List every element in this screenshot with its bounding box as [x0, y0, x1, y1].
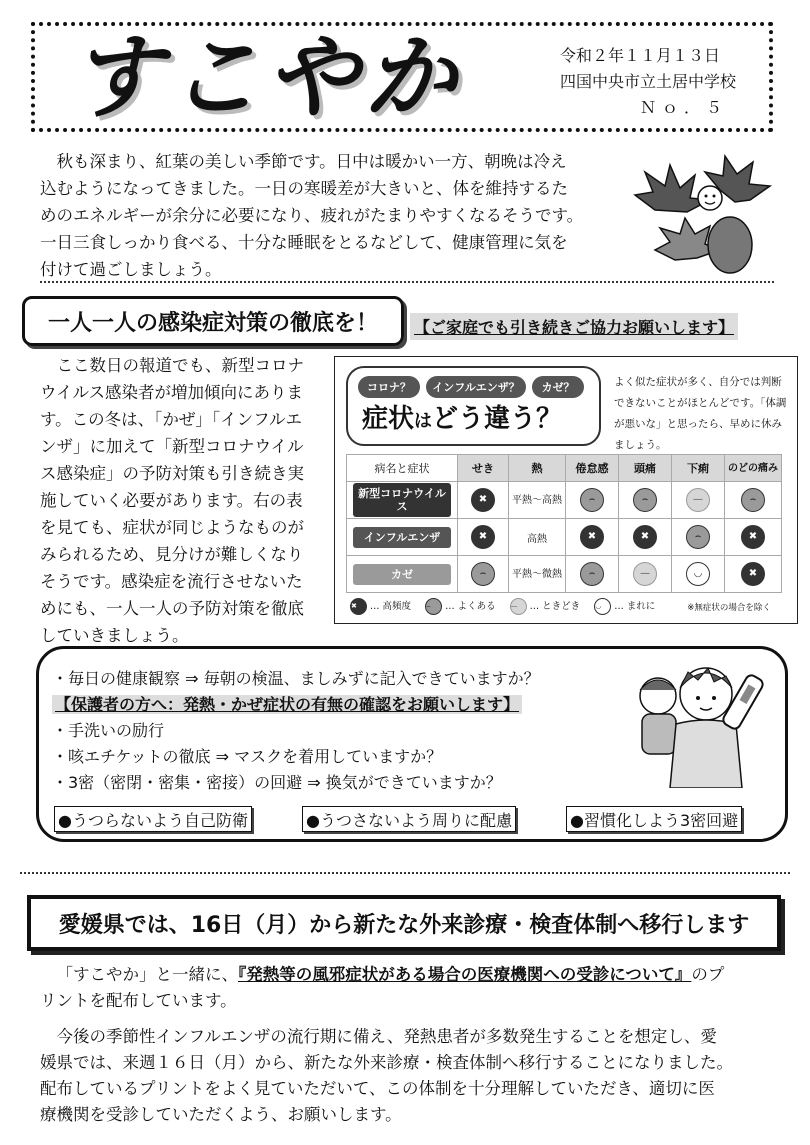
disease-cold: カゼ	[353, 564, 451, 585]
slogan-self-protect: ●うつらないよう自己防衛	[54, 806, 252, 832]
section1-line: 施していく必要があります。右の表	[40, 491, 303, 510]
face-often-icon: ⌢	[741, 488, 765, 512]
section1-line: を見ても、症状が同じようなものが	[40, 518, 304, 537]
face-high-icon: ✖	[741, 525, 765, 549]
disease-corona: 新型コロナウイルス	[353, 483, 451, 517]
pill-influenza: インフルエンザ？	[426, 376, 526, 398]
face-often-icon: ⌢	[633, 488, 657, 512]
face-high-icon: ✖	[580, 525, 604, 549]
intro-line: 一日三食しっかり食べる、十分な睡眠をとるなどして、健康管理に気を	[40, 233, 568, 252]
face-often-icon: ⌢	[686, 525, 710, 549]
col-header-cough: せき	[458, 455, 509, 482]
face-rarely-icon: ◡	[594, 598, 611, 615]
face-sometimes-icon: —	[686, 488, 710, 512]
section1-line: ここ数日の報道でも、新型コロナ	[56, 356, 304, 375]
col-header-disease: 病名と症状	[347, 455, 458, 482]
symptom-description: よく似た症状が多く、自分では判断できないことがほとんどです。「体調が悪いな」と思ったら、早めに休みましょう。	[614, 376, 787, 451]
checklist-item-cough-etiquette: ・咳エチケットの徹底 ⇒ マスクを着用していますか？	[52, 747, 443, 766]
section2-paragraph-1: 「すこやか」と一緒に、『発熱等の風邪症状がある場合の医療機関への受診について』のプ リントを配布しています。	[40, 965, 725, 1010]
section-divider	[20, 872, 790, 874]
autumn-leaves-illustration	[625, 150, 775, 280]
section-heading-outpatient-system: 愛媛県では、16日（月）から新たな外来診療・検査体制へ移行します	[27, 895, 781, 951]
face-often-icon: ⌢	[580, 488, 604, 512]
fever-value: 高熱	[509, 519, 566, 556]
section2-line: 配布しているプリントをよく見ていただいて、この体制を十分理解していただき、適切に医	[40, 1079, 715, 1098]
intro-line: 付けて過ごしましょう。	[40, 260, 222, 279]
face-rarely-icon: ◡	[686, 562, 710, 586]
section1-line: めにも、一人一人の予防対策を徹底	[40, 599, 304, 618]
col-header-sore-throat: のどの痛み	[725, 455, 782, 482]
section1-line: していきましょう。	[40, 626, 189, 645]
table-row	[347, 556, 782, 593]
face-high-icon: ✖	[741, 562, 765, 586]
checklist-item-3c-avoidance: ・3密（密閉・密集・密接）の回避 ⇒ 換気ができていますか？	[52, 773, 502, 792]
face-often-icon: ⌢	[425, 598, 442, 615]
guardian-notice: 【保護者の方へ：発熱・かぜ症状の有無の確認をお願いします】	[52, 694, 522, 716]
section2-line: 今後の季節性インフルエンザの流行期に備え、発熱患者が多数発生することを想定し、愛	[56, 1027, 717, 1046]
checklist-item-handwash: ・手洗いの励行	[52, 721, 165, 740]
section1-line: す。この冬は、「かぜ」「インフルエ	[40, 410, 303, 429]
section-heading-infection-control: 一人一人の感染症対策の徹底を！	[22, 296, 404, 346]
school-name: 四国中央市立土居中学校	[560, 72, 737, 91]
intro-line: 込むようになってきました。一日の寒暖差が大きいと、体を維持するた	[40, 179, 568, 198]
section1-line: そうです。感染症を流行させないた	[40, 572, 303, 591]
newsletter-title: すこやか	[70, 24, 463, 131]
section1-line: ス感染症」の予防対策も引き続き実	[40, 464, 304, 483]
section2-line: 療機関を受診していただくよう、お願いします。	[40, 1105, 402, 1124]
legend-note: ※無症状の場合を除く	[687, 602, 771, 613]
checklist-item-health-check: ・毎日の健康観察 ⇒ 毎朝の検温、ましみずに記入できていますか？	[52, 669, 540, 688]
symptom-legend: ✖ … 高頻度 ⌢ … よくある — … ときどき ◡ … まれに ※無症状の場合を除く	[350, 598, 771, 615]
section2-paragraph-2	[40, 1024, 780, 1128]
slogan-protect-others: ●うつさないよう周りに配慮	[302, 806, 516, 832]
face-often-icon: ⌢	[471, 562, 495, 586]
issue-date: 令和２年１１月１３日	[560, 46, 721, 65]
slogan-habit: ●習慣化しよう3密回避	[566, 806, 742, 832]
medical-guidance-print-title: 『発熱等の風邪症状がある場合の医療機関への受診について』	[238, 965, 692, 984]
symptom-table	[346, 454, 782, 593]
col-header-fatigue: 倦怠感	[566, 455, 619, 482]
section2-line: 媛県では、来週１６日（月）から、新たな外来診療・検査体制へ移行することになりました。	[40, 1053, 733, 1072]
face-sometimes-icon: —	[510, 598, 527, 615]
col-header-diarrhea: 下痢	[672, 455, 725, 482]
table-row	[347, 482, 782, 519]
issue-number: Ｎｏ．５	[640, 98, 729, 117]
fever-value: 平熱〜高熱	[509, 482, 566, 519]
temperature-check-illustration	[618, 654, 782, 788]
pill-corona: コロナ？	[358, 376, 420, 398]
disease-influenza: インフルエンザ	[353, 527, 451, 548]
intro-line: めのエネルギーが余分に必要になり、疲れがたまりやすくなるそうです。	[40, 206, 584, 225]
section1-paragraph	[40, 352, 330, 649]
col-header-headache: 頭痛	[619, 455, 672, 482]
section1-line: みられるため、見分けが難しくなり	[40, 545, 304, 564]
face-high-icon: ✖	[633, 525, 657, 549]
section1-line: ンザ」に加えて「新型コロナウイル	[40, 437, 304, 456]
symptom-title: 症状はどう違う？	[362, 404, 563, 434]
face-high-icon: ✖	[471, 525, 495, 549]
family-cooperation-note: 【ご家庭でも引き続きご協力お願いします】	[410, 313, 738, 340]
table-row	[347, 519, 782, 556]
pill-cold: カゼ？	[532, 376, 584, 398]
face-sometimes-icon: —	[633, 562, 657, 586]
fever-value: 平熱〜微熱	[509, 556, 566, 593]
section1-line: ウイルス感染者が増加傾向にありま	[40, 383, 304, 402]
section-divider	[40, 281, 774, 283]
intro-line: 秋も深まり、紅葉の美しい季節です。日中は暖かい一方、朝晩は冷え	[56, 152, 567, 171]
col-header-fever: 熱	[509, 455, 566, 482]
face-high-icon: ✖	[471, 488, 495, 512]
face-high-icon: ✖	[350, 598, 367, 615]
face-often-icon: ⌢	[580, 562, 604, 586]
intro-paragraph	[40, 148, 620, 283]
